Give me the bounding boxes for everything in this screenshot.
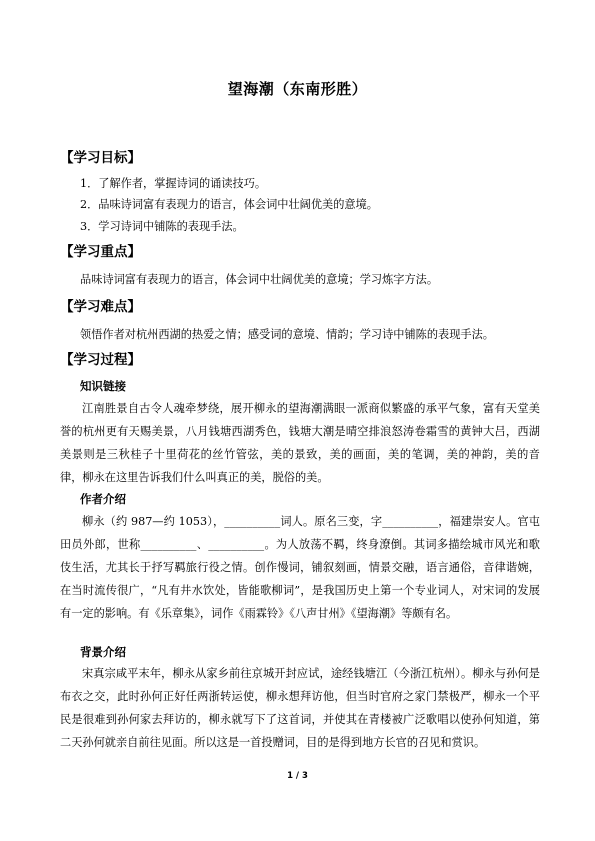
difficulties-text: 领悟作者对杭州西湖的热爱之情；感受词的意境、情韵；学习诗中铺陈的表现手法。 xyxy=(80,328,494,341)
author-text: 柳永（约 987—约 1053），__________词人。原名三变，字__________，福建崇安人。官屯田员外郎，世称__________、__________。为人放荡不羁，终身潦倒。其词多描绘城市风光和歌伎生活，尤其长于抒写羁旅行役之情。创作慢词，铺叙刻画，情景交融，语言通俗，音律谐婉，在当时流传很广，“凡有井水饮处，皆能歌柳词”，是我国历史上第一个专业词人，对宋词的发展有一定的影响。有《乐章集》，词作《雨霖铃》《八声甘州》《望海潮》等颇有名。 xyxy=(60,515,540,620)
section-heading-goals: 【学习目标】 xyxy=(60,150,141,166)
key-points-text: 品味诗词富有表现力的语言，体会词中壮阔优美的意境；学习炼字方法。 xyxy=(80,273,439,286)
page-number: 1 / 3 xyxy=(287,771,308,781)
background-text: 宋真宗咸平末年，柳永从家乡前往京城开封应试，途经钱塘江（今浙江杭州）。柳永与孙何是布衣之交，此时孙何正好任两浙转运使，柳永想拜访他，但当时官府之家门禁极严，柳永一个平民是很难到孙何家去拜访的，柳永就写下了这首词，并使其在青楼被广泛歌唱以使孙何知道，第二天孙何就亲自前往见面。所以这是一首投赠词，目的是得到地方长官的召见和赏识。 xyxy=(60,667,540,749)
background-paragraph xyxy=(60,662,540,754)
knowledge-paragraph xyxy=(60,397,540,489)
section-heading-difficulties: 【学习难点】 xyxy=(60,299,141,315)
document-title: 望海潮（东南形胜） xyxy=(227,80,368,98)
subheading-knowledge: 知识链接 xyxy=(80,379,126,393)
goal-item-3: 3．学习诗词中铺陈的表现手法。 xyxy=(80,220,244,233)
goal-item-2: 2．品味诗词富有表现力的语言，体会词中壮阔优美的意境。 xyxy=(80,198,378,211)
subheading-background: 背景介绍 xyxy=(80,645,126,659)
knowledge-text: 江南胜景自古令人魂牵梦绕，展开柳永的望海潮满眼一派商似繁盛的承平气象，富有天堂美誉的杭州更有天赐美景，八月钱塘西湖秀色，钱塘大潮是晴空排浪怒涛卷霜雪的黄钟大吕，西湖美景则是三秋桂子十里荷花的丝竹管弦，美的景致，美的画面，美的笔调，美的神韵，美的音律，柳永在这里告诉我们什么叫真正的美，脱俗的美。 xyxy=(60,402,540,484)
subheading-author: 作者介绍 xyxy=(80,492,126,506)
section-heading-key-points: 【学习重点】 xyxy=(60,244,141,260)
section-heading-process: 【学习过程】 xyxy=(60,352,141,368)
goal-item-1: 1．了解作者，掌握诗词的诵读技巧。 xyxy=(80,177,267,190)
author-paragraph xyxy=(60,510,540,625)
